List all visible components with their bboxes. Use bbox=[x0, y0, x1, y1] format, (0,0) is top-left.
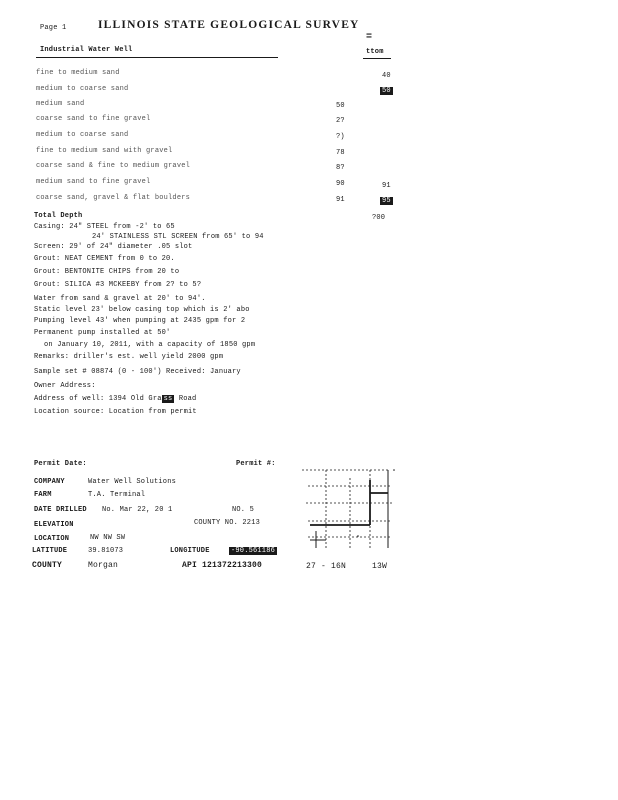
well-number: NO. 5 bbox=[232, 506, 255, 514]
formation-name: coarse sand to fine gravel bbox=[36, 115, 151, 123]
total-depth-label: Total Depth bbox=[34, 212, 83, 220]
formation-top: 90 bbox=[336, 180, 345, 188]
owner-address: Owner Address: bbox=[34, 382, 96, 390]
farm-label: FARM bbox=[34, 491, 52, 499]
formation-top: 91 bbox=[336, 196, 345, 204]
formation-name: coarse sand, gravel & flat boulders bbox=[36, 194, 191, 202]
formation-name: medium to coarse sand bbox=[36, 85, 129, 93]
permit-number-label: Permit #: bbox=[236, 460, 276, 468]
map-dot-mark bbox=[393, 469, 395, 471]
formation-bottom-highlight: 95 bbox=[382, 197, 391, 205]
water-from: Water from sand & gravel at 20' to 94'. bbox=[34, 295, 206, 303]
casing-line-2: 24' STAINLESS STL SCREEN from 65' to 94 bbox=[92, 233, 264, 241]
pumping-level: Pumping level 43' when pumping at 2435 gpm for 2 bbox=[34, 317, 246, 325]
formation-top: 50 bbox=[336, 102, 345, 110]
permit-date-label: Permit Date: bbox=[34, 460, 87, 468]
township: 27 - 16N bbox=[306, 562, 347, 571]
county-label: COUNTY bbox=[32, 561, 63, 570]
static-level: Static level 23' below casing top which is 2' abo bbox=[34, 306, 250, 314]
sample-set: Sample set # 08874 (0 - 100') Received: January bbox=[34, 368, 241, 376]
remarks: Remarks: driller's est. well yield 2000 gpm bbox=[34, 353, 224, 361]
screen-info: Screen: 29' of 24" diameter .05 slot bbox=[34, 243, 193, 251]
formation-bottom-highlight: 50 bbox=[382, 87, 391, 95]
grout-line-2: Grout: BENTONITE CHIPS from 20 to bbox=[34, 268, 180, 276]
date-drilled-value: No. Mar 22, 20 1 bbox=[102, 506, 173, 514]
company-label: COMPANY bbox=[34, 478, 65, 486]
range: 13W bbox=[372, 562, 388, 571]
elevation-label: ELEVATION bbox=[34, 521, 74, 529]
formation-name: medium to coarse sand bbox=[36, 131, 129, 139]
formation-name: coarse sand & fine to medium gravel bbox=[36, 162, 191, 170]
grout-line-1: Grout: NEAT CEMENT from 0 to 20. bbox=[34, 255, 175, 263]
page-number: Page 1 bbox=[40, 24, 67, 32]
county-value: Morgan bbox=[88, 561, 119, 570]
formation-name: medium sand bbox=[36, 100, 85, 108]
longitude-value: -90.561186 bbox=[231, 547, 276, 555]
formation-name: fine to medium sand with gravel bbox=[36, 147, 173, 155]
permanent-pump: Permanent pump installed at 50' bbox=[34, 329, 171, 337]
date-drilled-label: DATE DRILLED bbox=[34, 506, 87, 514]
page-title: ILLINOIS STATE GEOLOGICAL SURVEY bbox=[98, 19, 360, 31]
formation-bottom: 91 bbox=[382, 182, 391, 190]
location-value: NW NW SW bbox=[90, 534, 126, 542]
latitude-label: LATITUDE bbox=[32, 547, 68, 555]
location-label: LOCATION bbox=[34, 535, 70, 543]
formation-top: 78 bbox=[336, 149, 345, 157]
formation-bottom: 40 bbox=[382, 72, 391, 80]
grout-line-3: Grout: SILICA #3 MCKEEBY from 2? to 5? bbox=[34, 281, 202, 289]
api-number: API 121372213300 bbox=[182, 561, 263, 570]
longitude-label: LONGITUDE bbox=[170, 547, 210, 555]
equals-mark: = bbox=[366, 32, 373, 43]
formation-top: 8? bbox=[336, 164, 345, 172]
location-source: Location source: Location from permit bbox=[34, 408, 197, 416]
casing-line-1: Casing: 24" STEEL from -2' to 65 bbox=[34, 223, 175, 231]
company-value: Water Well Solutions bbox=[88, 478, 177, 486]
bottom-column-header: ttom bbox=[366, 48, 384, 56]
formation-top: 2? bbox=[336, 117, 345, 125]
well-address: Address of well: 1394 Old Gra ss Road bbox=[34, 395, 197, 403]
total-depth-value: ?00 bbox=[372, 214, 386, 222]
map-dot-mark bbox=[357, 535, 359, 537]
farm-value: T.A. Terminal bbox=[88, 491, 146, 499]
formation-name: medium sand to fine gravel bbox=[36, 178, 151, 186]
formation-name: fine to medium sand bbox=[36, 69, 120, 77]
county-number: COUNTY NO. 2213 bbox=[194, 519, 261, 527]
pump-install-date: on January 10, 2011, with a capacity of 1850 gpm bbox=[44, 341, 256, 349]
formation-top: ?) bbox=[336, 133, 345, 141]
latitude-value: 39.81073 bbox=[88, 547, 124, 555]
document-subtitle: Industrial Water Well bbox=[40, 46, 133, 54]
